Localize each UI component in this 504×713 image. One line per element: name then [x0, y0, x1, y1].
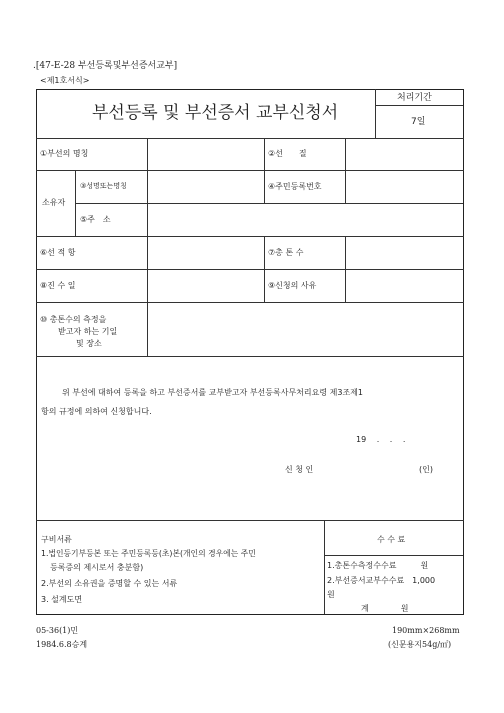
launch-date-label: ⑧진 수 일: [40, 281, 76, 290]
required-document-2: 2.부선의 소유권을 증명할 수 있는 서류: [41, 579, 178, 588]
applicant-label: 신 청 인: [285, 465, 314, 474]
measurement-label-line3: 및 장소: [76, 339, 102, 348]
fee-item-2: 2.부선증서교부수수료 1,000: [327, 576, 436, 585]
home-port-label: ⑥선 적 항: [40, 248, 76, 257]
owner-address-label: ⑤주 소: [80, 215, 111, 224]
gross-tonnage-label: ⑦총 톤 수: [268, 248, 304, 257]
statement-line1: 위 부선에 대하여 등록을 하고 부선증서를 교부받고자 부선등록사무처리요령 제3조제1: [62, 388, 364, 397]
fee-item-1: 1.총톤수측정수수료 원: [327, 561, 429, 570]
ship-name-label: ①부선의 명칭: [40, 149, 89, 158]
ship-quality-label: ②선 질: [268, 149, 307, 158]
frame-top: [36, 89, 464, 90]
measurement-label-line1: ⑩ 총톤수의 측정을: [40, 315, 107, 324]
application-date: 19 . . .: [356, 435, 406, 444]
processing-period-label: 처리기간: [397, 93, 432, 103]
seal-mark: (인): [419, 465, 433, 474]
form-title: 부선등록 및 부선증서 교부신청서: [92, 103, 339, 123]
footer-paper-size: 190mm×268mm: [392, 626, 460, 635]
footer-form-code: 05-36(1)민: [36, 626, 79, 635]
required-document-1-line1: 1.법인등기부등본 또는 주민등록등(초)본(개인의 경우에는 주민: [41, 549, 256, 558]
owner-name-label: ③성명또는명칭: [80, 182, 127, 190]
fees-title: 수 수 료: [377, 535, 406, 544]
required-documents-title: 구비서류: [41, 535, 72, 544]
footer-paper-type: (신문용지54g/㎡): [388, 640, 452, 649]
processing-period-value: 7일: [411, 117, 426, 127]
fee-unit: 원: [327, 590, 335, 599]
footer-date: 1984.6.8승계: [36, 640, 88, 649]
measurement-label-line2: 받고자 하는 기일: [58, 327, 118, 336]
form-code: .[47-E-28 부선등록및부선증서교부]: [33, 61, 178, 71]
required-document-1-line2: 등록증의 제시로서 충분함): [50, 563, 144, 572]
frame-left: [36, 89, 37, 614]
form-number: <제1호서식>: [40, 76, 90, 85]
statement-line2: 항의 규정에 의하여 신청합니다.: [41, 407, 152, 416]
frame-right: [463, 89, 464, 614]
frame-bottom: [36, 614, 464, 615]
owner-label: 소유자: [42, 198, 66, 207]
required-document-3: 3. 설계도면: [41, 595, 83, 604]
resident-number-label: ④주민등록번호: [268, 182, 322, 191]
fee-total: 계 원: [361, 604, 409, 613]
application-reason-label: ⑨신청의 사유: [268, 281, 317, 290]
